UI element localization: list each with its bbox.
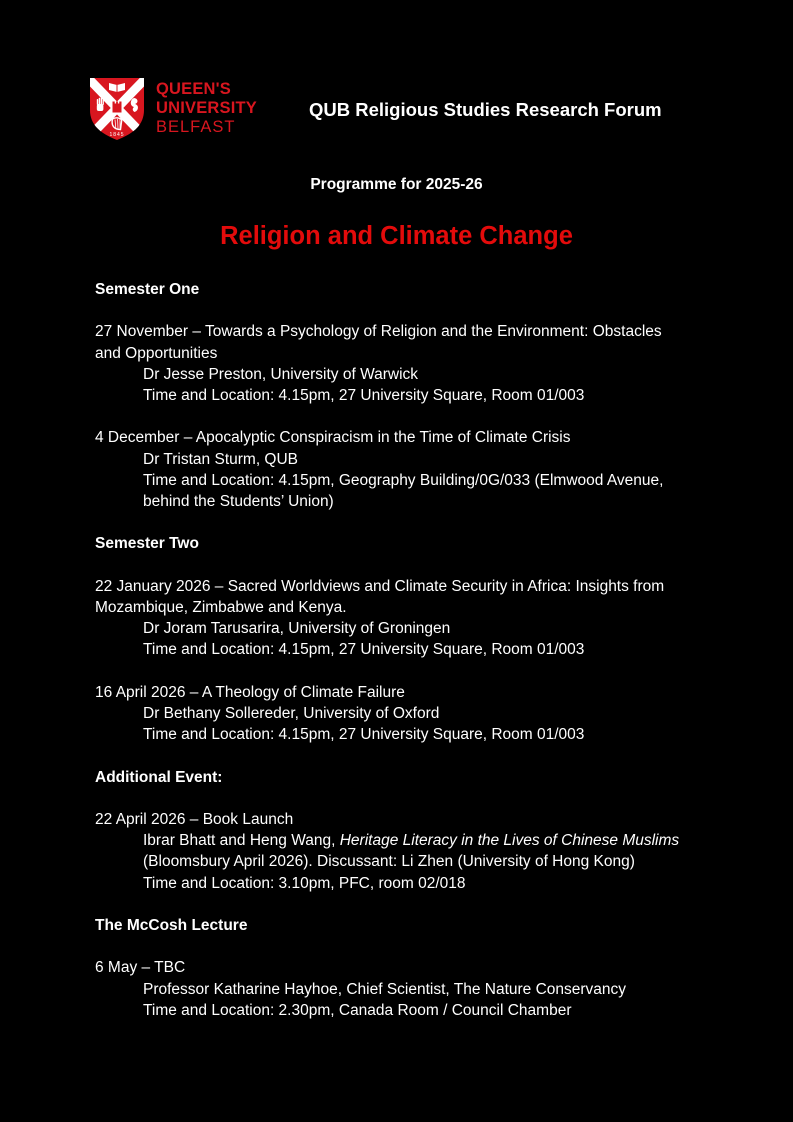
event-book-authors-line <box>143 830 755 851</box>
section-heading: The McCosh Lecture <box>95 916 248 934</box>
event-title-line: Mozambique, Zimbabwe and Kenya. <box>95 598 347 616</box>
forum-title: QUB Religious Studies Research Forum <box>309 99 662 120</box>
event-speaker: Professor Katharine Hayhoe, Chief Scientist, The Nature Conservancy <box>143 980 627 998</box>
crest-tower-icon <box>113 102 122 113</box>
event-title-line: 22 April 2026 – Book Launch <box>95 810 294 828</box>
qub-wordmark <box>156 76 257 137</box>
event-time-location: Time and Location: 4.15pm, 27 University Square, Room 01/003 <box>143 726 585 744</box>
event-speaker: Dr Jesse Preston, University of Warwick <box>143 365 419 383</box>
qub-logo <box>88 76 257 142</box>
event-mccosh-lecture <box>95 957 755 1021</box>
wordmark-queens: QUEEN'S <box>156 80 232 98</box>
event-theology-of-climate-failure <box>95 682 755 746</box>
event-title-line: and Opportunities <box>95 344 218 362</box>
event-speaker: Dr Bethany Sollereder, University of Oxford <box>143 704 440 722</box>
event-time-location: Time and Location: 4.15pm, 27 University Square, Room 01/003 <box>143 387 585 404</box>
book-title: Heritage Literacy in the Lives of Chinese Muslims <box>339 832 680 850</box>
section-heading: Semester One <box>95 281 200 298</box>
section-semester-one <box>95 279 755 512</box>
event-title-line: 16 April 2026 – A Theology of Climate Failure <box>95 683 405 701</box>
section-heading: Additional Event: <box>95 768 223 786</box>
event-book-launch <box>95 809 755 894</box>
section-additional-event <box>95 767 755 894</box>
event-apocalyptic-conspiracism <box>95 427 755 512</box>
event-time-location-cont: behind the Students’ Union) <box>143 493 334 510</box>
event-time-location: Time and Location: 3.10pm, PFC, room 02/018 <box>143 874 466 892</box>
event-time-location: Time and Location: 4.15pm, 27 University Square, Room 01/003 <box>143 641 585 659</box>
event-time-location: Time and Location: 4.15pm, Geography Building/0G/033 (Elmwood Avenue, <box>143 471 664 489</box>
event-speaker: Dr Tristan Sturm, QUB <box>143 450 299 468</box>
programme-title: Programme for 2025-26 <box>310 176 483 193</box>
wordmark-university: UNIVERSITY <box>156 99 258 117</box>
event-title-line: 4 December – Apocalyptic Conspiracism in the Time of Climate Crisis <box>95 429 571 447</box>
crest-year: 1845 <box>109 132 125 138</box>
event-time-location: Time and Location: 2.30pm, Canada Room / Council Chamber <box>143 1001 572 1019</box>
book-authors: Ibrar Bhatt and Heng Wang, <box>143 832 340 850</box>
section-mccosh-lecture <box>95 915 755 1021</box>
event-speaker: Dr Joram Tarusarira, University of Groningen <box>143 620 451 638</box>
event-title-line: 22 January 2026 – Sacred Worldviews and Climate Security in Africa: Insights from <box>95 577 665 595</box>
section-heading: Semester Two <box>95 535 199 553</box>
wordmark-belfast: BELFAST <box>156 118 236 136</box>
event-title-line: 6 May – TBC <box>95 959 186 977</box>
event-title-line: 27 November – Towards a Psychology of Religion and the Environment: Obstacles <box>95 323 662 341</box>
theme-title: Religion and Climate Change <box>220 222 573 250</box>
section-semester-two <box>95 533 755 745</box>
event-publisher-discussant: (Bloomsbury April 2026). Discussant: Li Zhen (University of Hong Kong) <box>143 853 635 871</box>
qub-crest-icon <box>88 76 146 142</box>
event-psychology-of-religion <box>95 321 755 406</box>
event-sacred-worldviews <box>95 576 755 661</box>
programme-body <box>95 279 755 1042</box>
